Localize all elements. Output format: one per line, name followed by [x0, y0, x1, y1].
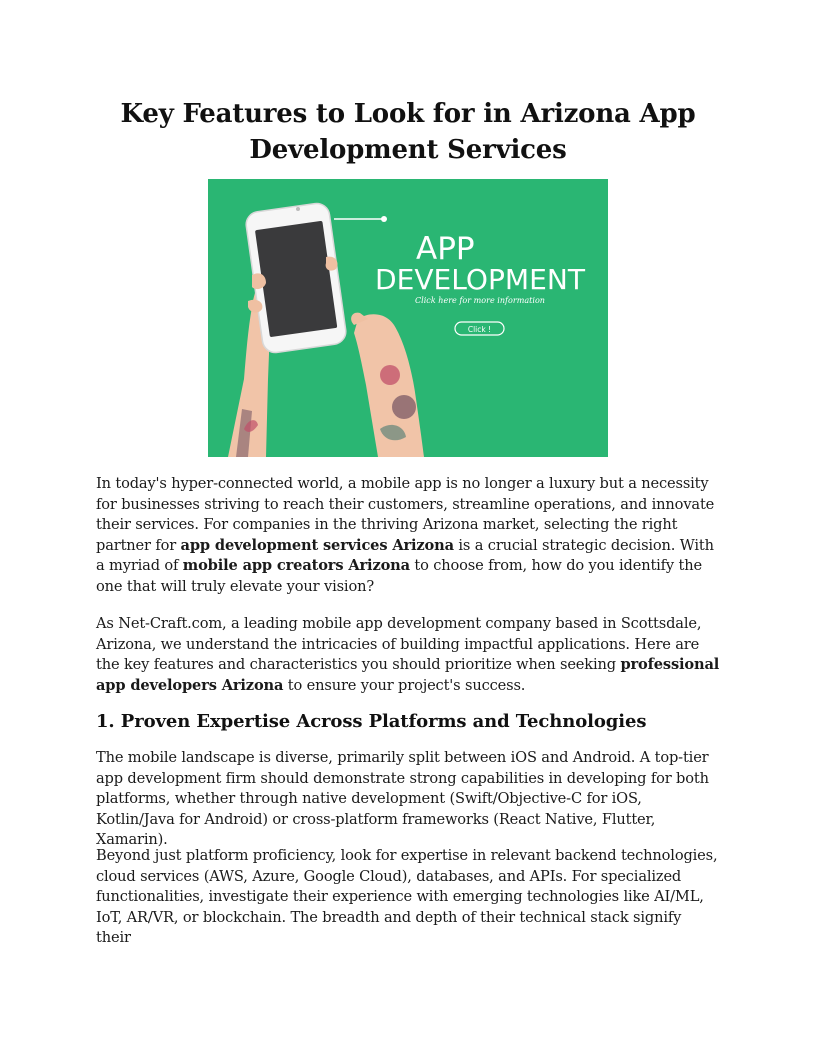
intro-bold-2: mobile app creators Arizona [182, 557, 410, 574]
company-text-1: As Net-Craft.com, a leading mobile app development company based in Scottsdale, Arizona, we understand the intricacies of building impactful applications. Here are the key features and characteristics you should prioritize when seeking [96, 615, 702, 673]
hero-tagline: Click here for more information [415, 296, 545, 306]
section-1-heading: 1. Proven Expertise Across Platforms and Technologies [96, 711, 647, 732]
hero-headline-2: DEVELOPMENT [375, 263, 586, 296]
technologies-paragraph: Beyond just platform proficiency, look for expertise in relevant backend technologies, cloud services (AWS, Azure, Google Cloud), databases, and APIs. For specialized functionalities, investigate their experience with emerging technologies like AI/ML, IoT, AR/VR, or blockchain. The breadth and depth of their technical stack signify their [96, 847, 718, 946]
company-text-2: to ensure your project's success. [283, 676, 526, 694]
app-development-illustration [208, 179, 608, 457]
hero-button-label: Click ! [467, 325, 492, 334]
intro-text-1: In today's hyper-connected world, a mobile app is no longer a luxury but a necessity for businesses striving to reach their customers, streamline operations, and innovate their services. For companies in the thriving Arizona market, selecting the right partner for [96, 475, 715, 554]
company-bold-1: professional app developers Arizona [96, 656, 720, 694]
hero-image [208, 179, 608, 457]
company-paragraph [96, 614, 720, 696]
platforms-paragraph: The mobile landscape is diverse, primarily split between iOS and Android. A top-tier app development firm should demonstrate strong capabilities in developing for both platforms, whether through native development (Swift/Objective-C for iOS, Kotlin/Java for Android) or cross-platform frameworks (React Native, Flutter, Xamarin). [96, 749, 709, 848]
intro-text-3: to choose from, how do you identify the one that will truly elevate your vision? [96, 557, 702, 595]
document-title: Key Features to Look for in Arizona App Development Services [120, 99, 696, 165]
hero-headline-1: APP [416, 231, 475, 267]
intro-text-2: is a crucial strategic decision. With a myriad of [96, 536, 714, 574]
intro-bold-1: app development services Arizona [180, 536, 454, 554]
intro-paragraph [96, 474, 720, 597]
